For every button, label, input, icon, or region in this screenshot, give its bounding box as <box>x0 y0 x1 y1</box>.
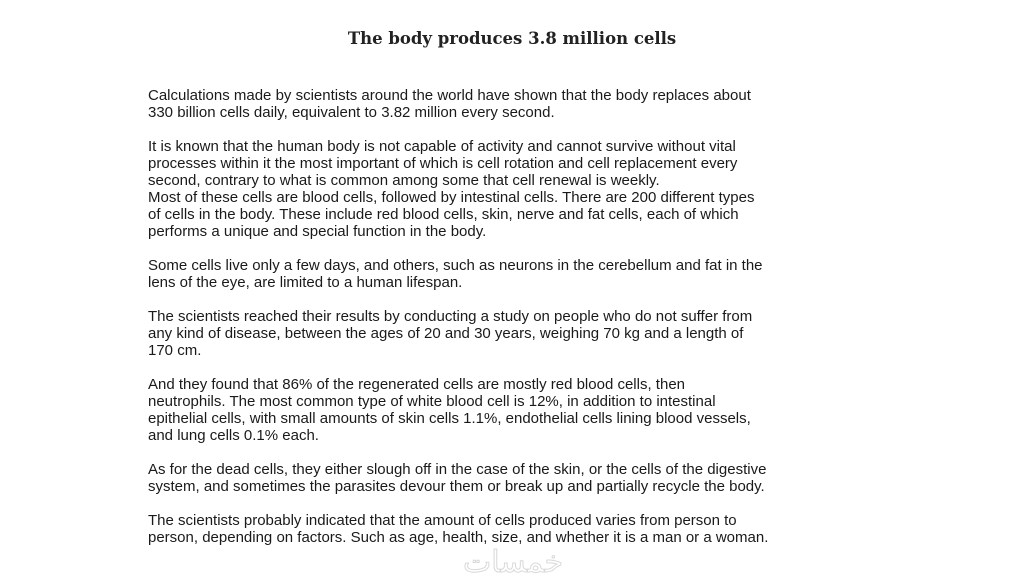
paragraph-calculations: Calculations made by scientists around the world have shown that the body replaces about 330 billion cells daily, equivalent to 3.82 million every second. <box>148 87 751 121</box>
paragraph-vital-processes: It is known that the human body is not capable of activity and cannot survive without vital processes within it the most important of which is cell rotation and cell replacement every second, contrary to what is common among some that cell renewal is weekly. <box>148 138 738 189</box>
paragraph-study-method: The scientists reached their results by conducting a study on people who do not suffer from any kind of disease, between the ages of 20 and 30 years, weighing 70 kg and a length of 170 cm. <box>148 308 753 359</box>
paragraph-cell-lifespan: Some cells live only a few days, and others, such as neurons in the cerebellum and fat in the lens of the eye, are limited to a human lifespan. <box>148 257 763 291</box>
document-body <box>148 87 883 563</box>
paragraph-cell-types: Most of these cells are blood cells, followed by intestinal cells. There are 200 different types of cells in the body. These include red blood cells, skin, nerve and fat cells, each of which performs a unique and special function in the body. <box>148 189 755 240</box>
watermark-logo: خمسات <box>462 545 564 580</box>
paragraph-conclusion: The scientists probably indicated that the amount of cells produced varies from person to person, depending on factors. Such as age, health, size, and whether it is a man or a woman. <box>148 512 769 546</box>
paragraph-findings: And they found that 86% of the regenerated cells are mostly red blood cells, then neutrophils. The most common type of white blood cell is 12%, in addition to intestinal epithelial cells, with small amounts of skin cells 1.1%, endothelial cells lining blood vessels, and lung cells 0.1% each. <box>148 376 751 444</box>
paragraph-dead-cells: As for the dead cells, they either slough off in the case of the skin, or the cells of the digestive system, and sometimes the parasites devour them or break up and partially recycle the body. <box>148 461 767 495</box>
document-title: The body produces 3.8 million cells <box>347 29 677 48</box>
